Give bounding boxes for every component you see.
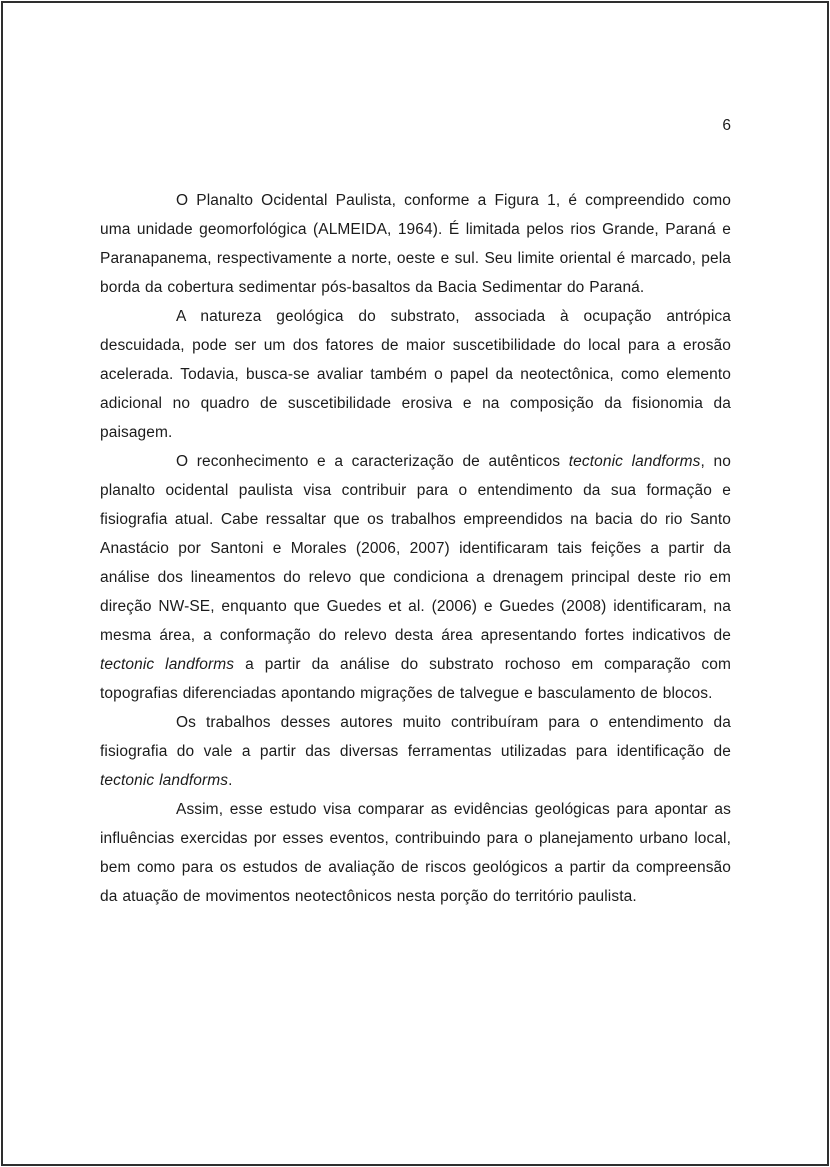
page-number: 6 (722, 117, 731, 134)
paragraph-5-text: Assim, esse estudo visa comparar as evidências geológicas para apontar as influências exercidas por esses eventos, contribuindo para o planejamento urbano local, bem como para os estudos de avaliação de riscos geológicos a partir da compreensão da atuação de movimentos neotectônicos nesta porção do território paulista. (100, 801, 731, 905)
paragraph-4-text-1: Os trabalhos desses autores muito contribuíram para o entendimento da fisiografia do vale a partir das diversas ferramentas utilizadas para identificação de (100, 714, 731, 760)
paragraph-4-text-2: . (228, 772, 233, 789)
paragraph-1-text: O Planalto Ocidental Paulista, conforme a Figura 1, é compreendido como uma unidade geomorfológica (ALMEIDA, 1964). É limitada pelos rios Grande, Paraná e Paranapanema, respectivamente a norte, oeste e sul. Seu limite oriental é marcado, pela borda da cobertura sedimentar pós-basaltos da Bacia Sedimentar do Paraná. (100, 192, 731, 296)
paragraph-4 (100, 708, 731, 795)
paragraph-3 (100, 447, 731, 708)
italic-term-tectonic-landforms: tectonic landforms (100, 656, 235, 673)
paragraph-5 (100, 795, 731, 911)
paragraph-3-text-1: O reconhecimento e a caracterização de autênticos (176, 453, 569, 470)
italic-term-tectonic-landforms: tectonic landforms (100, 772, 229, 789)
paragraph-3-text-2: , no planalto ocidental paulista visa contribuir para o entendimento da sua formação e fisiografia atual. Cabe ressaltar que os trabalhos empreendidos na bacia do rio Santo Anastácio por Santoni e Morales (2006, 2007) identificaram tais feições a partir da análise dos lineamentos do relevo que condiciona a drenagem principal deste rio em direção NW-SE, enquanto que Guedes et al. (2006) e Guedes (2008) identificaram, na mesma área, a conformação do relevo desta área apresentando fortes indicativos de (100, 453, 731, 644)
paragraph-1 (100, 186, 731, 302)
paragraph-3-text-3: a partir da análise do substrato rochoso em comparação com topografias diferenciadas apontando migrações de talvegue e basculamento de blocos. (100, 656, 731, 702)
paragraph-2 (100, 302, 731, 447)
paragraph-2-text: A natureza geológica do substrato, associada à ocupação antrópica descuidada, pode ser um dos fatores de maior suscetibilidade do local para a erosão acelerada. Todavia, busca-se avaliar também o papel da neotectônica, como elemento adicional no quadro de suscetibilidade erosiva e na composição da fisionomia da paisagem. (100, 308, 731, 441)
italic-term-tectonic-landforms: tectonic landforms (568, 453, 701, 470)
document-body (100, 186, 731, 911)
